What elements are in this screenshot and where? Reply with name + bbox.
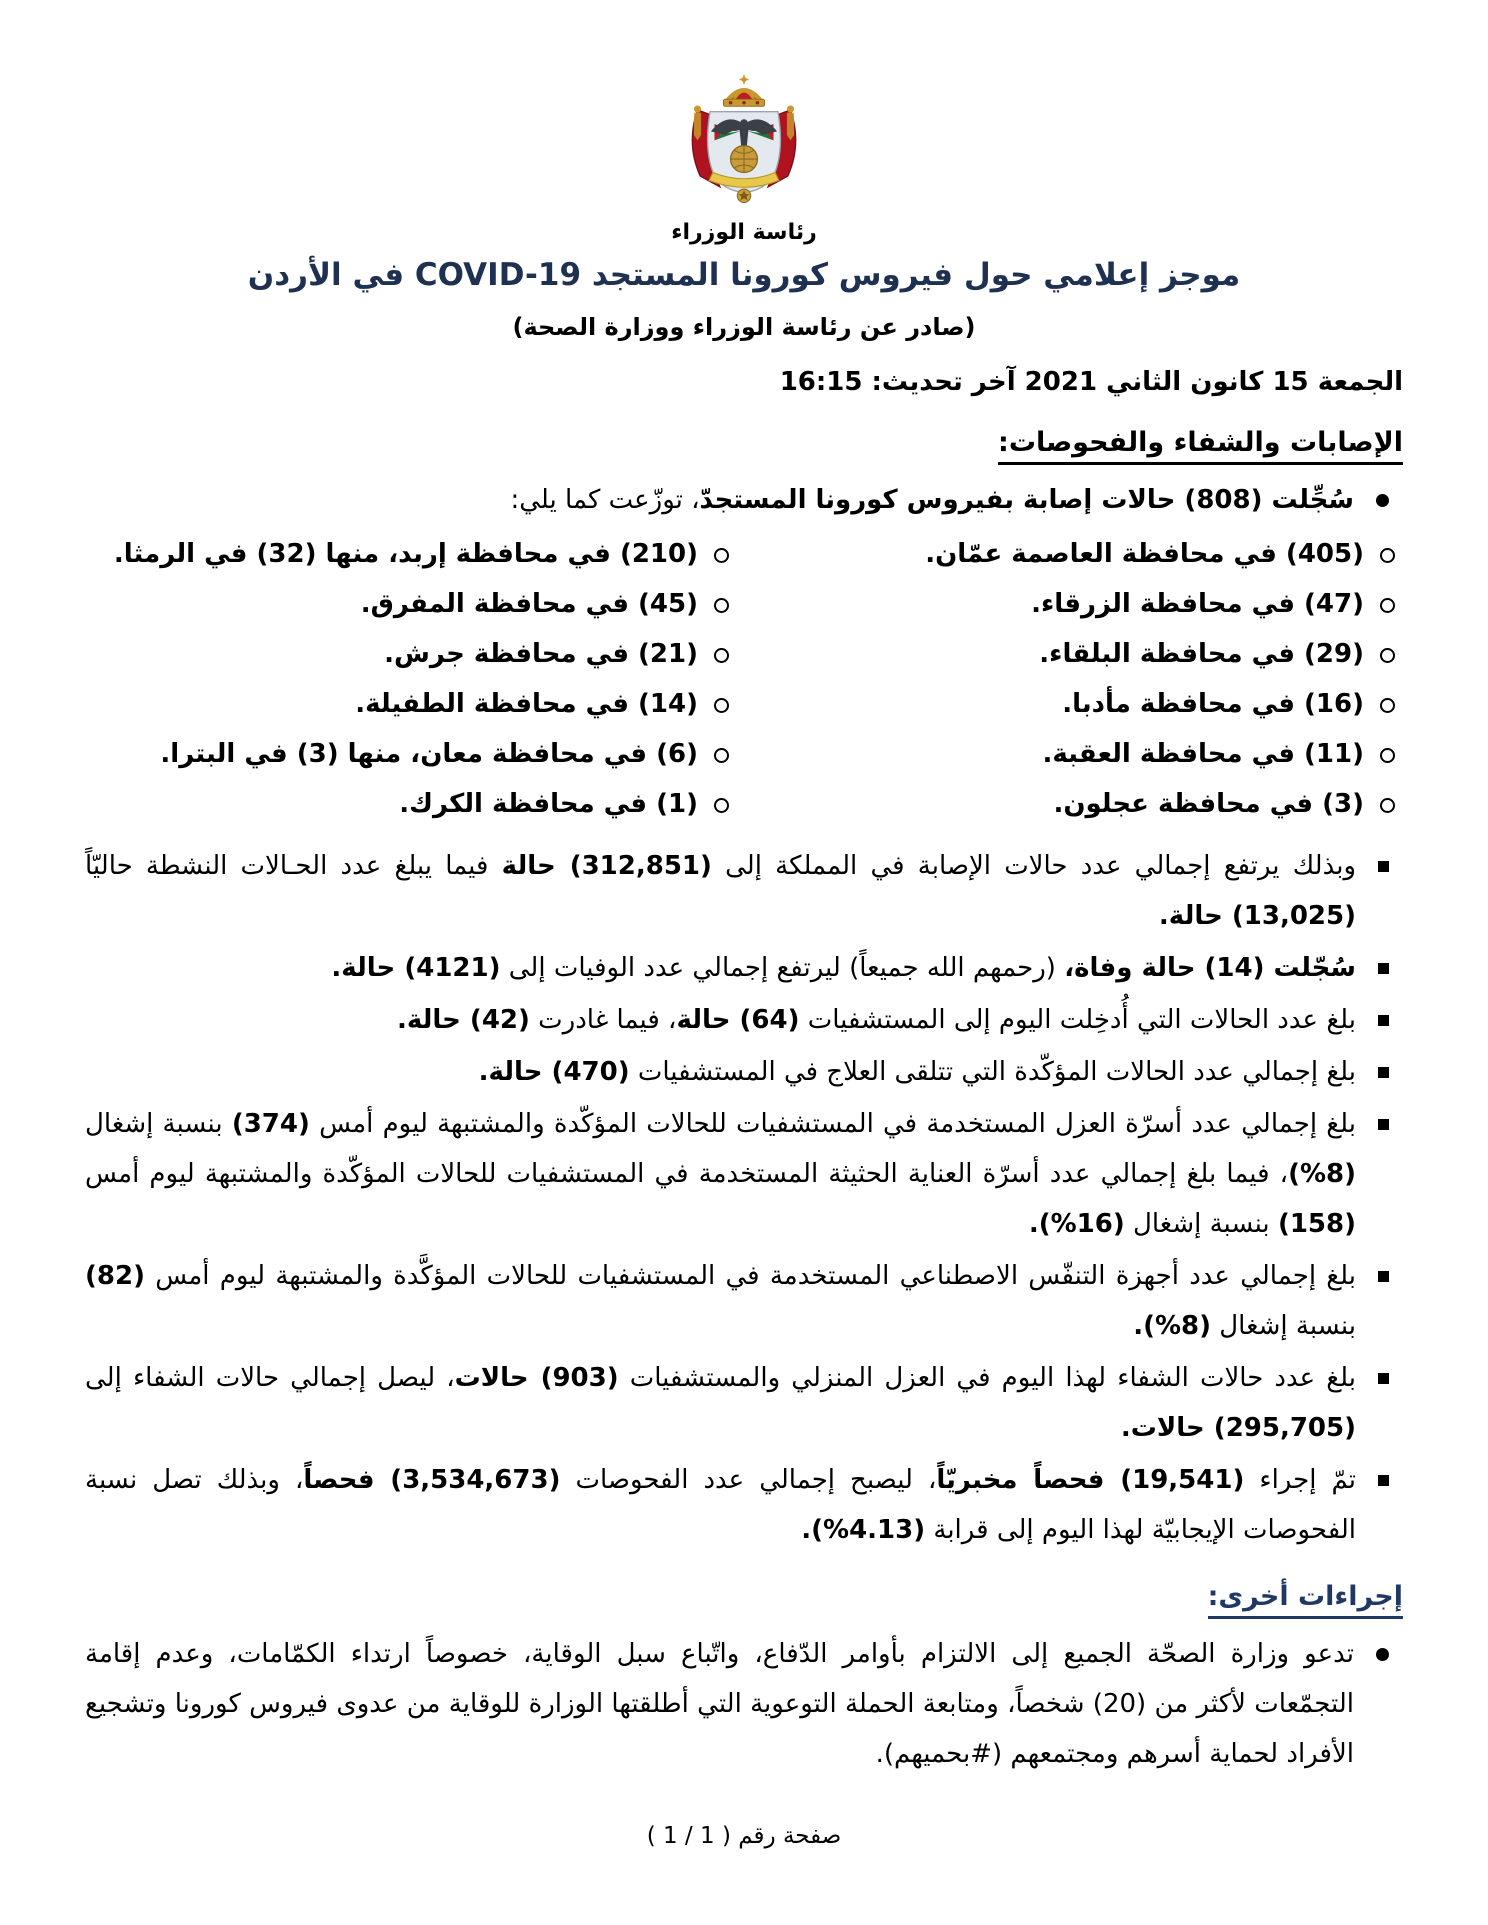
list-item-maan: (6) في محافظة معان، منها (3) في البترا. [85, 729, 737, 779]
square-bullet-icon [1378, 1271, 1389, 1282]
circle-bullet-icon [714, 548, 729, 563]
intro-bullet [85, 475, 1403, 525]
advice-paragraph: تدعو وزارة الصحّة الجميع إلى الالتزام بأوامر الدّفاع، واتّباع سبل الوقاية، خصوصاً ارتداء الكمّامات، وعدم إقامة التجمّعات لأكثر من (20) شخصاً، ومتابعة الحملة التوعوية التي أطلقتها الوزارة للوقاية من عدوى فيروس كورونا وتشجيع الأفراد لحماية أسرهم ومجتمعهم (#بحميهم). [85, 1639, 1354, 1769]
list-item-madaba: (16) في محافظة مأدبا. [751, 679, 1403, 729]
dot-bullet-icon [1376, 1648, 1389, 1661]
stat-deaths: سُجّلت (14) حالة وفاة، (رحمهم الله جميعاً) ليرتفع إجمالي عدد الوفيات إلى (4121) حالة. [85, 943, 1403, 993]
circle-bullet-icon [714, 698, 729, 713]
list-item-mafraq: (45) في محافظة المفرق. [85, 579, 737, 629]
list-item-zarqa: (47) في محافظة الزرقاء. [751, 579, 1403, 629]
square-bullet-icon [1378, 1067, 1389, 1078]
date-updated-line: الجمعة 15 كانون الثاني 2021 آخر تحديث: 16:15 [779, 367, 1403, 397]
circle-bullet-icon [714, 748, 729, 763]
list-item-ajloun: (3) في محافظة عجلون. [751, 779, 1403, 829]
document-header [0, 0, 1488, 397]
square-bullet-icon [1378, 963, 1389, 974]
governorate-list [85, 529, 1403, 829]
circle-bullet-icon [714, 648, 729, 663]
square-bullet-icon [1378, 1373, 1389, 1384]
circle-bullet-icon [1380, 598, 1395, 613]
list-item-irbid: (210) في محافظة إربد، منها (32) في الرمثا. [85, 529, 737, 579]
document-body [0, 427, 1488, 1779]
square-bullet-icon [1378, 1015, 1389, 1026]
stat-hospital-treatment: بلغ إجمالي عدد الحالات المؤكّدة التي تتلقى العلاج في المستشفيات (470) حالة. [85, 1047, 1403, 1097]
circle-bullet-icon [1380, 648, 1395, 663]
health-ministry-advice [85, 1629, 1403, 1779]
square-bullet-icon [1378, 1475, 1389, 1486]
logo-caption-calligraphy: رئاسة الوزراء [671, 220, 817, 245]
jordan-coat-of-arms-logo [668, 72, 820, 214]
circle-bullet-icon [714, 798, 729, 813]
circle-bullet-icon [1380, 798, 1395, 813]
section-heading-infections: الإصابات والشفاء والفحوصات: [998, 427, 1403, 465]
list-item-tafileh: (14) في محافظة الطفيلة. [85, 679, 737, 729]
list-item-jerash: (21) في محافظة جرش. [85, 629, 737, 679]
stat-hospital-admissions: بلغ عدد الحالات التي أُدخِلت اليوم إلى المستشفيات (64) حالة، فيما غادرت (42) حالة. [85, 995, 1403, 1045]
circle-bullet-icon [1380, 748, 1395, 763]
square-bullet-icon [1378, 861, 1389, 872]
list-item-aqaba: (11) في محافظة العقبة. [751, 729, 1403, 779]
list-item-amman: (405) في محافظة العاصمة عمّان. [751, 529, 1403, 579]
stat-recoveries: بلغ عدد حالات الشفاء لهذا اليوم في العزل المنزلي والمستشفيات (903) حالات، ليصل إجمالي حالات الشفاء إلى (295,705) حالات. [85, 1353, 1403, 1453]
stat-total-cases: وبذلك يرتفع إجمالي عدد حالات الإصابة في المملكة إلى (312,851) حالة فيما يبلغ عدد الحـالات النشطة حاليّاً (13,025) حالة. [85, 841, 1403, 941]
stat-tests: تمّ إجراء (19,541) فحصاً مخبريّاً، ليصبح إجمالي عدد الفحوصات (3,534,673) فحصاً، وبذلك تصل نسبة الفحوصات الإيجابيّة لهذا اليوم إلى قرابة (4.13%). [85, 1455, 1403, 1555]
square-bullet-icon [1378, 1119, 1389, 1130]
page-subtitle: (صادر عن رئاسة الوزراء ووزارة الصحة) [512, 313, 976, 341]
list-item-balqa: (29) في محافظة البلقاء. [751, 629, 1403, 679]
intro-paragraph: سُجِّلت (808) حالات إصابة بفيروس كورونا المستجدّ، توزّعت كما يلي: [510, 485, 1354, 515]
page-title: موجز إعلامي حول فيروس كورونا المستجد COVID-19 في الأردن [247, 257, 1241, 293]
circle-bullet-icon [714, 598, 729, 613]
stat-ventilators: بلغ إجمالي عدد أجهزة التنفّس الاصطناعي المستخدمة في المستشفيات للحالات المؤكَّدة والمشتبهة ليوم أمس (82) بنسبة إشغال (8%). [85, 1251, 1403, 1351]
circle-bullet-icon [1380, 698, 1395, 713]
section-heading-other-measures: إجراءات أخرى: [1208, 1581, 1403, 1619]
dot-bullet-icon [1376, 494, 1389, 507]
list-item-karak: (1) في محافظة الكرك. [85, 779, 737, 829]
circle-bullet-icon [1380, 548, 1395, 563]
stat-isolation-icu-beds: بلغ إجمالي عدد أسرّة العزل المستخدمة في المستشفيات للحالات المؤكّدة والمشتبهة ليوم أمس (374) بنسبة إشغال (8%)، فيما بلغ إجمالي عدد أسرّة العناية الحثيثة المستخدمة في المستشفيات للحالات المؤكّدة والمشتبهة ليوم أمس (158) بنسبة إشغال (16%). [85, 1099, 1403, 1249]
statistics-list [85, 841, 1403, 1555]
page-number: صفحة رقم ( 1 / 1 ) [646, 1823, 842, 1849]
